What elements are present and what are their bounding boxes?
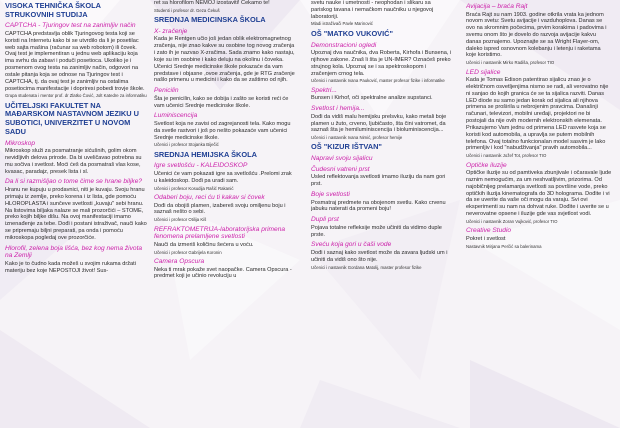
camera-opscura-credit: Mladi istraživači Pavle Marinović (311, 21, 373, 27)
topic-boje-svetlosti-text: Posmatraj predmete na obojenom svetlu. Kako crvenu jabuku naterati da promeni boju! (311, 199, 446, 213)
topic-kaleidoskop: Igre svetlošću - KALEIDOSKOP (154, 162, 248, 170)
hlorofil-continued-text: ret sa hlorofilom NEMOJ izostaviti! Čekamo te! (154, 0, 270, 6)
led-credit: Učenici i nastavnik Jožef Tot, profesor TIO (466, 153, 547, 159)
topic-boja-text: Dođi da obojiš plamen, izabereš svoju omiljenu boju i saznaš nešto o sebi. (154, 202, 286, 216)
topic-dupli-prst-text: Pojava totalne refleksije može učiniti da vidimo duple prste. (311, 224, 442, 238)
topic-luminiscencija-text: Svetlost koja ne zavisi od zagrejanosti tela. Kako mogu da svetle rastvori i još po nešto pokazaće vam učenici Srednje medicinske škole. (154, 120, 291, 141)
topic-spektri: Spektri... (311, 86, 338, 94)
topic-svetlost-hemija: Svetlost i hemija... (311, 105, 365, 113)
kizur-credit: Učenici i nastavnik Gordana Matolij, master profesor fizike (311, 264, 422, 270)
topic-mikroskop-text: Mikroskop služi za posmatranje sićušnih, golim okom nevidljivih delova prirode. Da bi uveličavao potrebna su mu sočiva i svetlost. Moći ćeš da posmatraš vlas kose, kvasac, paradajz, presek lista i sl. (5, 148, 142, 175)
topic-led: LED sijalice (466, 68, 501, 76)
refraktometrija-credit: Učenici i profesor Gabrijela Koronin (154, 249, 222, 255)
hlorofil-credit: Studenti i profesor dr. Geza Čekuš (154, 7, 220, 13)
demonstracioni-credit: Učenici i nastavnik Ivana Pauković, master profesor fizike i informatike (311, 78, 445, 84)
column-1 (5, 0, 147, 428)
topic-dupli-prst: Dupli prst (311, 216, 339, 224)
topic-kaleidoskop-text: Učenici će vam pokazati igre sa svetlošću .Prelomi zrak u kaleidoskop. Dođi pa uradi sam. (154, 171, 292, 184)
column-2 (154, 0, 296, 428)
topic-avijacija: Avijacija – braća Rajt (466, 3, 528, 10)
topic-penicilin: Penicilin (154, 87, 179, 95)
topic-biljke: Da li si razmišljao o tome čime se hrane biljke? (5, 178, 143, 186)
topic-refraktometrija-text: Nauči da izmeriš količinu šećera u voću. (154, 241, 254, 248)
camera-opscura-continued-text: svetu nauke i umetnosti - neophodan i slikaru sa pariskog tavana i nemačkom naučniku u njegovoj laboratoriji. (311, 0, 434, 20)
topic-camera-opscura-text: Neka ti mrak pokaže svet naopačke. Camera Opscura - predmet koji je učinio revoluciju u (154, 266, 292, 280)
topic-refraktometrija: REFRAKTOMETRIJA-laboratorijska primena fenomena prelamljene svetlosti (154, 225, 286, 241)
column-4 (466, 0, 612, 428)
topic-camera-opscura: Camera Opscura (154, 257, 205, 265)
topic-boja: Odaberi boju, reci ću ti kakav si čovek (154, 194, 265, 202)
section-title-hemijska: SREDNJA HEMIJSKA ŠKOLA (154, 149, 257, 159)
column-3 (311, 0, 453, 428)
topic-boje-svetlosti: Boje svetlosti (311, 191, 350, 198)
topic-luminiscencija: Luminiscencija (154, 112, 198, 120)
topic-demonstracioni: Demonstracioni ogledi (311, 41, 377, 49)
topic-led-text: Kada je Tomas Edison patentirao sijalicu znao je o električnom osvetljenjima nismo se radi, ali verovatno nije ni sanjao do kojih granica će se ta sijalica razviti. Danas LED diode su samo jedan korak od sijalica ali njihova primena se proširila u nebrojenim pravcima. Današnji računari, televizori, mobilni uređaji, projektori ne bi postojali da nije ovih modernih elektronskih elemenata. Prikazujemo Vam jednu od primena LED rasvete koja se koristi kod automobila, a upravlja se putem mobilnih telefona. Ovaj totalno funkcionalan model sasvim je lako primenljiv i kod "nabudživanja" pravih automobila... (466, 77, 609, 152)
topic-demonstracioni-text: Upoznaj dva naučnika, dva Roberta, Kirhofa i Bunsena, i njihove zakone. Znaš li šta je UN-IMER? Oznaćeš preko strujnog kola. Upoznaj se i sa spektroskopom i zračenjem crnog tela. (311, 50, 452, 77)
medicinska-credit: Učenici i profesor Stojanka Biječić (154, 142, 219, 148)
topic-hlorofil: Hlorofil, zelena boja lišća, bez kog nema života na Zemlji (5, 244, 143, 260)
avijacija-credit: Učenici i nastavnik Mirko Radiša, profesor TIO (466, 60, 555, 66)
topic-sveca: Sveću koja gori u čaši vode (311, 241, 392, 249)
opticke-iluzije-credit: Učenici i nastavnik Zoran Vujković, profesor TIO (466, 218, 558, 224)
topic-spektri-text: Bunsen i Kirhof, oči spektralne analize supstanci. (311, 95, 433, 102)
topic-creative-studio: Creative Studio (466, 227, 512, 235)
topic-creative-studio-text: Pokret i svetlost (466, 235, 506, 242)
topic-opticke-iluzije: Optičke iluzije (466, 161, 507, 169)
topic-avijacija-text: Braća Rajt su nam 1903. godine otkrila vrata ka jednom novom svetu: Svetu avijacije i vazduhoplova. Danas se ovo na skromnim počecima, prvim korakima i padovima i svemu onom što je dovelo do razvoja avijacije kakvu danas poznajemo. Upoznajte se sa Wright Flayer-om, daleko ispred osnovnom kolebanju i letenju i raketama koje koristimo. (466, 11, 607, 59)
section-title-kizur-istvan: OŠ "KIZUR IŠTVAN" (311, 142, 382, 152)
topic-svetlost-hemija-text: Dođi da vidiš malu hemijsku prelsvku, kako metali boje plamen u žuto, crveno, ljubičasto, šta čini vatromet, da saznaš šta je hemiluminiscencija i bioluminiscencija... (311, 113, 447, 134)
topic-biljke-text: Hranu ne kupuju u prodavnici, niti je kuvaju. Svoju hranu primaju iz zemlje, preko korena i iz lista, gde pomoću HLOROPLASTA i sunčeve svetlosti „kuvaju" sebi hranu. Na listovima biljaka nalaze se mali prozorčići – STOME, preko kojih biljke dišu. Na ovoj manifestaciji imamo iznenađenje za tebe. Dođi i postani istraživač, nauči kako se pripremaju biljni preparati, pa onda i pomoću mikroskopa pogledaj ove prozorčiće. (5, 187, 147, 241)
topic-mikroskop: Mikroskop (5, 139, 36, 147)
section-title-matko-vukovic: OŠ "MATKO VUKOVIĆ" (311, 28, 394, 38)
topic-penicilin-text: Šta je penicilin, kako se dobija i zašto se koristi reći će vam učenici Srednje medicinske škole. (154, 95, 289, 109)
topic-captcha-text: CAPTCHA predstavlja oblik Tjuringovog testa koji se koristi na Internetu kako bi se utvrdilo da li je posetilac web sajta mašina (računar sa web robotom) ili čovek. Ovaj test je implementiran u jednu web aplikaciju koja ima svrhu da zabavi i poduči posetioca. Ukoliko je i posmenom ovog testa na zanimljiv način, odgovori na ostale pitanja koja se odnose na Tjuringov test i CAPTCHA, tj. da ovaj test je zanimljiv na ostalima posetiocima manifestacije i dopriresi pobedi trovje škole. (5, 31, 145, 92)
topic-x-zracenje: X- zračenje (154, 27, 188, 35)
topic-sveca-text: Dođi i saznaj kako svetlost može da zavara ljudski um i učiniti da vidiš ono što nije. (311, 249, 448, 263)
creative-studio-credit: Nastavnik Mirjana Perčić sa balerinama (466, 243, 542, 249)
kaleidoskop-credit: Učenici i profesor Kosudija Rašić Rakanić (154, 185, 234, 191)
topic-sijalica: Napravi svoju sijalicu (311, 155, 373, 163)
topic-hlorofil-text: Kako je to čudno kada možeš u svojim rukama držati materiju bez koje NEPOSTOJI život! Sus- (5, 260, 136, 274)
topic-captcha: CAPTCHA - Tjuringov test na zanimljiv način (5, 22, 136, 30)
topic-captcha-credit: Grupa studenata i mentor prof. dr Zlatko Čović, Jolt Katedre za informatiku (5, 93, 147, 99)
topic-x-zracenje-text: Kada je Rentgen učio još jedan oblik elektromagnetnog zračenja, nije znao kakve su osobine tog novog zračenja i zato ih je nazvao X-zračima. Sada znamo kako nastaju, koje su im osobine i kako deluju na okolinu i čoveka. Učenici Srednje medicinske škole pokazaće da vam predstave i objasne ,ovoe zračenja, gde je RTG zračenje našlo primenu u medicini i kako da se zaštimo od njih. (154, 36, 295, 84)
section-title-vts: VISOKA TEHNIČKA ŠKOLA STRUKOVNIH STUDIJA (5, 1, 101, 19)
topic-vatreni-prst-text: Usled reflektovanja svetlosti imamo iluziju da nam gori prst. (311, 174, 446, 188)
topic-vatreni-prst: Čudesni vatreni prst (311, 165, 370, 173)
section-title-uciteljski: UČITELJSKI FAKULTET NA MAĐARSKOM NASTAVNOM JEZIKU U SUBOTICI, UNIVERZITET U NOVOM SADU (5, 100, 139, 136)
svetlost-hemija-credit: Učenici i nastavnik Ivana Nimić, profesor hemije (311, 135, 403, 141)
topic-opticke-iluzije-text: Optičke iluzije su od pamtiveka zbunjivale i očaravale ljude raznim nemogućim, za um neshvatljivim, prizorima. Od najobičnijeg prelamanja svetlosti sa površine vode, preko optičkih iluzija kinematografa do 3D holograma. Dođite i vi da se uverite da vaše oči mogu da varaju. Svi ovi eksperimenti su nam na dohvat ruke. Dođite i uverite se u neverovatne opsene i iluzije gde vas svjetlost vodi. (466, 170, 612, 217)
boja-credit: Učenici i profesor Otilija Kiš (154, 217, 207, 223)
section-title-medicinska: SREDNJA MEDICINSKA ŠKOLA (154, 15, 266, 25)
